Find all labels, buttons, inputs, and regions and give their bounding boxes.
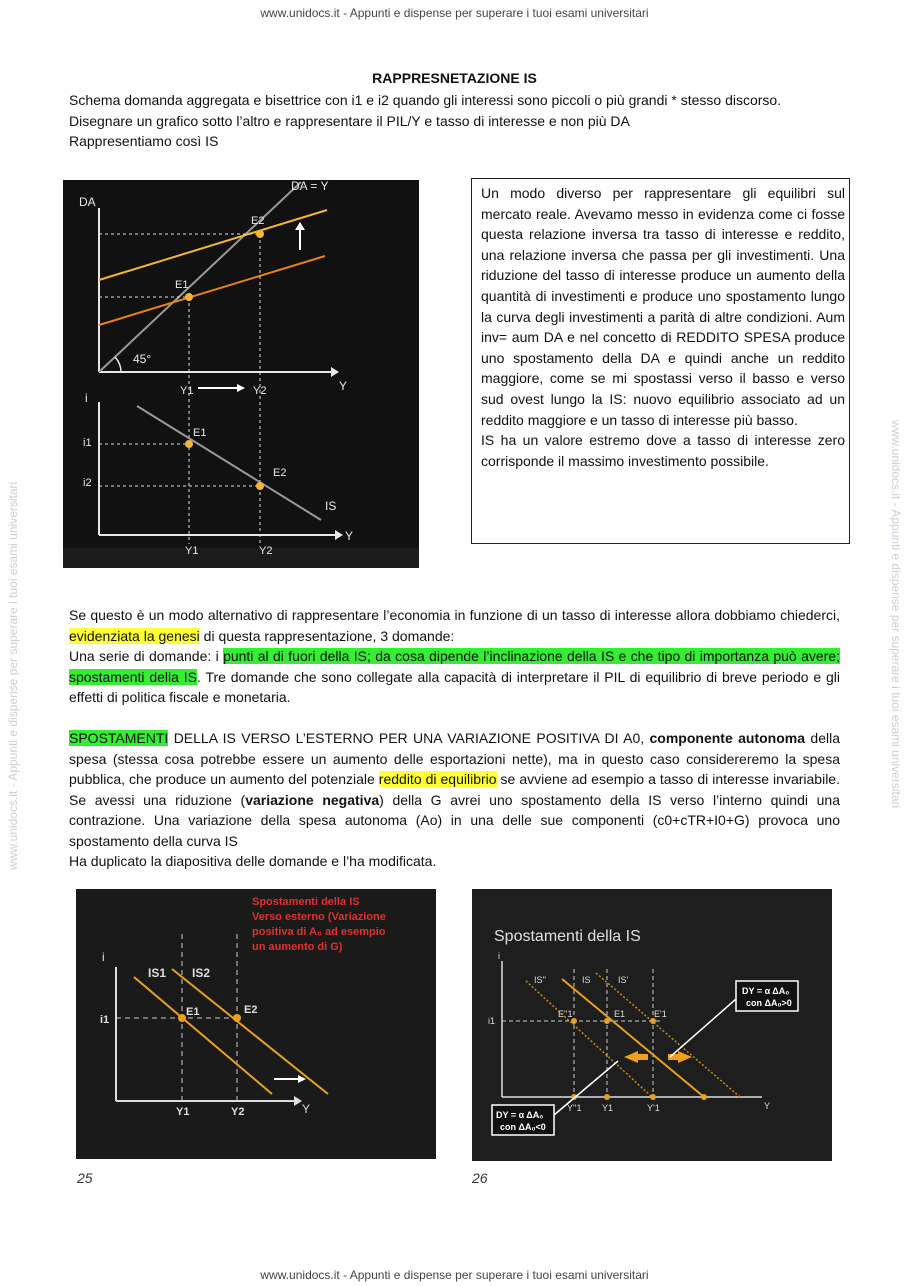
text-run: Ha duplicato la diapositiva delle domande e l’ha modificata. — [69, 853, 437, 869]
slide25-e1-point — [178, 1014, 186, 1022]
slide25-e1-label: E1 — [186, 1006, 200, 1018]
i1-label: i1 — [83, 437, 92, 449]
intro-text — [69, 90, 844, 152]
y1-label-top: Y1 — [180, 385, 194, 397]
angle-label: 45° — [133, 352, 152, 366]
slide25-caption-line: un aumento di G) — [252, 941, 343, 953]
y-right-label: Y'1 — [647, 1103, 660, 1113]
highlight-yellow: reddito di equilibrio — [378, 771, 497, 787]
e2-label-bottom: E2 — [273, 467, 287, 479]
slide-26-number: 26 — [472, 1170, 488, 1186]
is-right-label: IS' — [618, 975, 629, 985]
is-derivation-svg — [63, 180, 419, 568]
bottom-watermark: www.unidocs.it - Appunti e dispense per superare i tuoi esami universitari — [260, 1268, 649, 1282]
text-run: di questa rappresentazione, 3 domande: — [199, 627, 455, 644]
e2-point-bottom — [256, 482, 264, 490]
intro-line: Schema domanda aggregata e bisettrice con i1 e i2 quando gli interessi sono piccoli o più grandi * stesso discorso. — [69, 92, 782, 108]
e1-point-top — [185, 293, 193, 301]
intro-line: Disegnare un grafico sotto l’altro e rappresentare il PIL/Y e tasso di interesse e non più DA — [69, 112, 630, 129]
slide26-box1-line: DY = α ΔA₀ — [742, 986, 790, 996]
is-curve — [137, 406, 321, 520]
slide25-y1-label: Y1 — [176, 1106, 190, 1118]
da-axis-label: DA — [79, 195, 96, 209]
is-right-curve — [596, 973, 740, 1097]
slide26-y-label: Y — [764, 1101, 771, 1111]
e2-label-top: E2 — [251, 215, 265, 227]
text-run: Se questo è un modo alternativo di rappresentare l’economia in funzione di un tasso di interesse allora dobbiamo chiederci, — [69, 607, 840, 623]
e-mid-label: E1 — [614, 1009, 626, 1019]
slide26-box2-line: DY = α ΔA₀ — [496, 1110, 544, 1120]
i-axis-label: i — [85, 391, 88, 405]
paragraph-shifts — [69, 728, 840, 872]
y-mid-label: Y1 — [602, 1103, 614, 1113]
is2-label: IS2 — [192, 966, 211, 980]
explanation-text: Un modo diverso per rappresentare gli equilibri sul mercato reale. Avevamo messo in evidenza come ci fosse questa relazione inversa tra tasso di interesse e reddito, una relazione inversa che passa per gli investimenti. Una riduzione del tasso di interesse produce un aumento della quantità di investimenti e produce uno spostamento lungo la curva degli investimenti a parità di altre condizioni. Aum inv= aum DA e nel concetto di REDDITO SPESA produce uno spostamento della DA e quindi anche un reddito maggiore, come se mi spostassi verso il basso e verso sud ovest lungo la IS: nuovo equilibrio associato ad un reddito maggiore e un tasso di interesse più basso. — [481, 185, 845, 428]
slide25-caption-line: positiva di A₀ ad esempio — [252, 926, 386, 938]
y-left-label: Y''1 — [567, 1103, 582, 1113]
slide26-box2-line: con ΔA₀<0 — [500, 1122, 546, 1132]
is1-label: IS1 — [148, 966, 167, 980]
is-derivation-figure — [63, 180, 419, 568]
e-right-label: E'1 — [654, 1009, 667, 1019]
e-left-label: E''1 — [558, 1009, 573, 1019]
paragraph-genesis — [69, 605, 840, 708]
y2-label-top: Y2 — [253, 385, 267, 397]
bisector-line — [99, 182, 301, 372]
right-side-watermark: www.unidocs.it - Appunti e dispense per superare i tuoi esami universitari — [889, 420, 903, 809]
slide26-i1-label: i1 — [488, 1016, 496, 1026]
is-curve-label: IS — [325, 499, 337, 513]
top-y-axis-label: Y — [339, 379, 348, 393]
da-line-high — [99, 210, 327, 280]
slide26-title: Spostamenti della IS — [494, 928, 641, 945]
slide-26 — [472, 889, 832, 1161]
intro-line: Rappresentiamo così IS — [69, 133, 219, 149]
top-watermark: www.unidocs.it - Appunti e dispense per superare i tuoi esami universitari — [260, 6, 649, 20]
slide25-y2-label: Y2 — [231, 1106, 245, 1118]
i2-label: i2 — [83, 477, 92, 489]
highlight-yellow: evidenziata la genesi — [69, 627, 200, 644]
explanation-box — [471, 178, 850, 544]
slide25-caption-line: Spostamenti della IS — [252, 896, 360, 908]
e1-point-bottom — [185, 440, 193, 448]
highlight-green: SPOSTAMENTI — [69, 730, 169, 746]
page-title: RAPPRESNETAZIONE IS — [372, 70, 537, 86]
bold-term: variazione negativa — [245, 791, 380, 808]
is-mid-label: IS — [582, 975, 591, 985]
slide-26-svg — [472, 889, 832, 1161]
slide-25-svg — [76, 889, 436, 1159]
y1-label-bottom: Y1 — [185, 545, 199, 557]
slide26-box1-line: con ΔA₀>0 — [746, 998, 792, 1008]
bold-term: componente autonoma — [649, 730, 806, 746]
left-side-watermark: www.unidocs.it - Appunti e dispense per superare i tuoi esami universitari — [6, 481, 20, 870]
is-left-label: IS'' — [534, 975, 546, 985]
text-run: della spesa (stessa cosa potrebbe essere un aumento delle esportazioni nette), ma in questo caso considereremo la spesa pubblica, che produce un aumento del potenziale — [69, 730, 840, 787]
text-run: . Tre domande che sono collegate alla capacità di interpretare il PIL di equilibrio di breve periodo e gli effetti di politica fiscale e monetaria. — [69, 668, 840, 705]
e1-label-top: E1 — [175, 279, 189, 291]
e1-label-bottom: E1 — [193, 427, 207, 439]
slide25-i-label: i — [102, 950, 105, 964]
text-run: Una serie di domande: i — [69, 648, 224, 664]
bottom-y-label: Y — [345, 529, 354, 543]
slide25-e2-label: E2 — [244, 1004, 258, 1016]
slide26-i-label: i — [498, 951, 500, 961]
highlight-green: punti al di fuori della IS; da cosa dipende l’inclinazione della IS e che tipo di importanza può avere; spostamenti della IS — [69, 648, 840, 685]
slide25-caption-line: Verso esterno (Variazione — [252, 911, 386, 923]
text-run: se avviene ad esempio a tasso di interesse invariabile. Se avessi una riduzione ( — [69, 771, 840, 808]
text-run: DELLA IS VERSO L’ESTERNO PER UNA VARIAZIONE POSITIVA DI A0, — [168, 730, 650, 746]
slide-25-number: 25 — [77, 1170, 93, 1186]
slide25-y-label: Y — [302, 1102, 311, 1116]
slide25-i1-label: i1 — [100, 1014, 110, 1026]
text-run: ) della G avrei uno spostamento della IS verso l’interno quindi una contrazione. Una variazione della spesa autonoma (Ao) in una delle sue componenti (c0+cTR+I0+G) provoca uno spostamento della curva IS — [69, 791, 840, 849]
slide-25 — [76, 889, 436, 1159]
bisector-label: DA = Y — [291, 180, 329, 193]
y2-label-bottom: Y2 — [259, 545, 273, 557]
slide25-e2-point — [233, 1014, 241, 1022]
e2-point-top — [256, 230, 264, 238]
explanation-text-extreme: IS ha un valore estremo dove a tasso di interesse zero corrisponde il massimo investimento possibile. — [481, 432, 845, 469]
